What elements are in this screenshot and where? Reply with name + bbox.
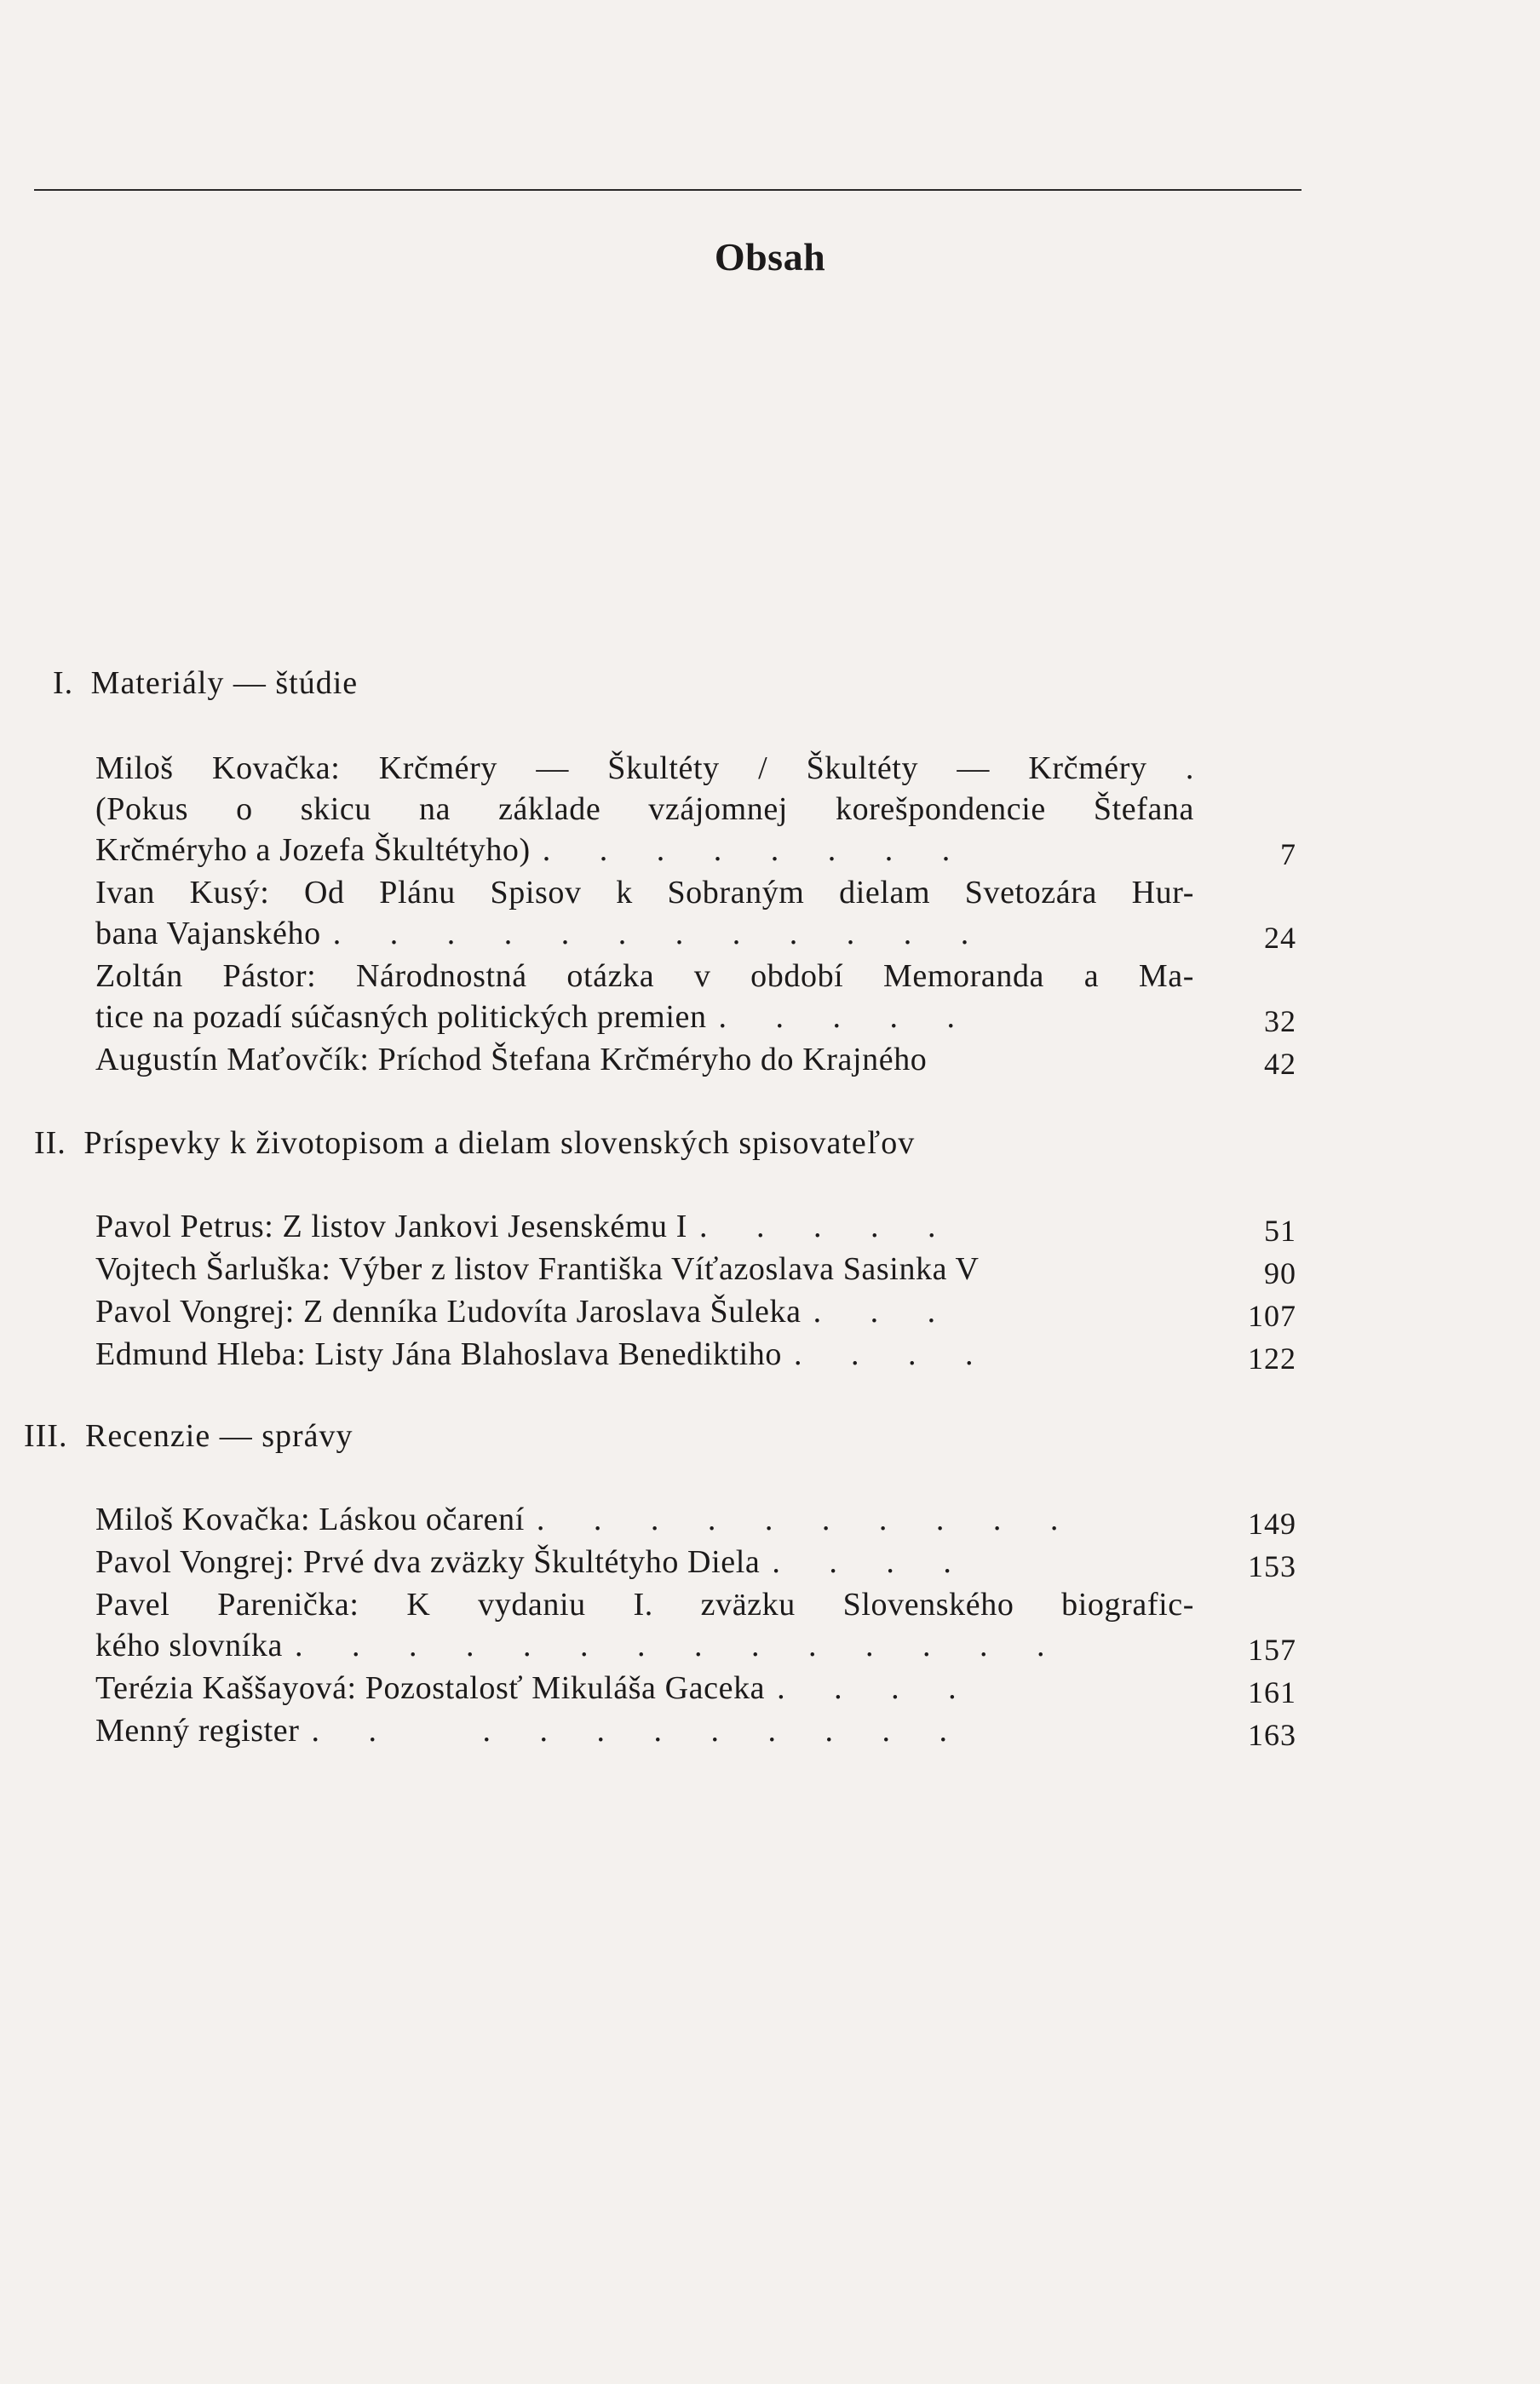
leader-dots: . . . (813, 1294, 957, 1330)
entry-text: tice na pozadí súčasných politických premien (95, 999, 707, 1035)
page-number: 7 (1280, 837, 1296, 871)
toc-entry (95, 1712, 1296, 1753)
entry-line: Pavel Parenička: K vydaniu I. zväzku Slovenského biografic- (95, 1587, 1194, 1623)
page-title: Obsah (714, 235, 826, 279)
leader-dots: . . . . (794, 1336, 994, 1372)
toc-entry (95, 1250, 1296, 1291)
leader-dots: . . . . . . . . . . . . (332, 916, 990, 951)
entry-line-last (95, 1293, 1296, 1334)
entry-line-last (95, 1336, 1296, 1376)
section-number: II. (34, 1125, 66, 1161)
page-number: 157 (1248, 1633, 1296, 1667)
toc-entry (95, 1669, 1296, 1710)
toc-entry (95, 750, 1296, 872)
toc-entry (95, 1336, 1296, 1376)
leader-dots: . . . . . . . . . . . (311, 1713, 968, 1749)
entry-line: (Pokus o skicu na základe vzájomnej korešpondencie Štefana (95, 791, 1194, 827)
entry-text: Menný register (95, 1713, 300, 1749)
entry-text: bana Vajanského (95, 916, 321, 951)
toc-entry (95, 957, 1296, 1039)
section-heading-3 (24, 1417, 353, 1455)
top-rule (34, 189, 1302, 191)
page-number: 90 (1264, 1256, 1296, 1290)
toc-entry (95, 1543, 1296, 1584)
entry-line-last (95, 1712, 1296, 1753)
entry-line-last (95, 1501, 1296, 1542)
leader-dots: . . . . . . . . (542, 832, 971, 868)
section-title: Recenzie — správy (84, 1418, 353, 1454)
page-number: 163 (1248, 1718, 1296, 1752)
entry-text: Pavol Vongrej: Z denníka Ľudovíta Jaroslava Šuleka (95, 1294, 802, 1330)
page-number: 51 (1264, 1214, 1296, 1248)
leader-dots: . . . . (777, 1670, 977, 1706)
leader-dots: . . . . . . . . . . (536, 1502, 1079, 1537)
entry-line: Miloš Kovačka: Krčméry — Škultéty / Škultéty — Krčméry . (95, 750, 1194, 786)
leader-dots: . . . . . . . . . . . . . . (294, 1628, 1066, 1663)
page-number: 107 (1248, 1299, 1296, 1333)
entry-line-last (95, 1250, 1296, 1291)
page-number: 42 (1264, 1047, 1296, 1081)
page-number: 32 (1264, 1004, 1296, 1038)
section-title: Materiály — štúdie (90, 665, 359, 701)
entry-text: Terézia Kaššayová: Pozostalosť Mikuláša Gaceka (95, 1670, 766, 1706)
page-number: 24 (1264, 921, 1296, 955)
section-heading-2 (34, 1124, 915, 1162)
entry-line-last (95, 1669, 1296, 1710)
toc-entry (95, 874, 1296, 956)
entry-line-last (95, 1627, 1296, 1668)
page-number: 149 (1248, 1507, 1296, 1541)
entry-text: Augustín Maťovčík: Príchod Štefana Krčméryho do Krajného (95, 1042, 928, 1077)
section-number: III. (24, 1418, 68, 1454)
section-title: Príspevky k životopisom a dielam slovenských spisovateľov (83, 1125, 916, 1161)
page-number: 122 (1248, 1341, 1296, 1376)
toc-entry (95, 1501, 1296, 1542)
entry-line-last (95, 915, 1296, 956)
entry-text: Miloš Kovačka: Láskou očarení (95, 1502, 525, 1537)
entry-text: Pavol Petrus: Z listov Jankovi Jesenskému I (95, 1209, 687, 1244)
toc-entry (95, 1293, 1296, 1334)
entry-text: Vojtech Šarluška: Výber z listov Františka Víťazoslava Sasinka V (95, 1251, 980, 1287)
leader-dots: . . . . (772, 1544, 972, 1580)
entry-line-last (95, 998, 1296, 1039)
leader-dots: . . . . . (698, 1209, 957, 1244)
page-number: 161 (1248, 1675, 1296, 1709)
entry-line: Ivan Kusý: Od Plánu Spisov k Sobraným dielam Svetozára Hur- (95, 875, 1194, 911)
entry-line-last (95, 1041, 1296, 1082)
section-number: I. (53, 665, 74, 701)
entry-text: Krčméryho a Jozefa Škultétyho) (95, 832, 531, 868)
entry-line-last (95, 831, 1296, 872)
entry-text: Edmund Hleba: Listy Jána Blahoslava Benediktiho (95, 1336, 782, 1372)
entry-line-last (95, 1543, 1296, 1584)
toc-entry (95, 1041, 1296, 1082)
page-number: 153 (1248, 1549, 1296, 1583)
entry-line-last (95, 1208, 1296, 1249)
entry-text: Pavol Vongrej: Prvé dva zväzky Škultétyho Diela (95, 1544, 761, 1580)
entry-text: kého slovníka (95, 1628, 283, 1663)
entry-line: Zoltán Pástor: Národnostná otázka v období Memoranda a Ma- (95, 958, 1194, 994)
toc-entry (95, 1586, 1296, 1668)
leader-dots: . . . . . (718, 999, 976, 1035)
toc-entry (95, 1208, 1296, 1249)
section-heading-1 (53, 664, 358, 702)
